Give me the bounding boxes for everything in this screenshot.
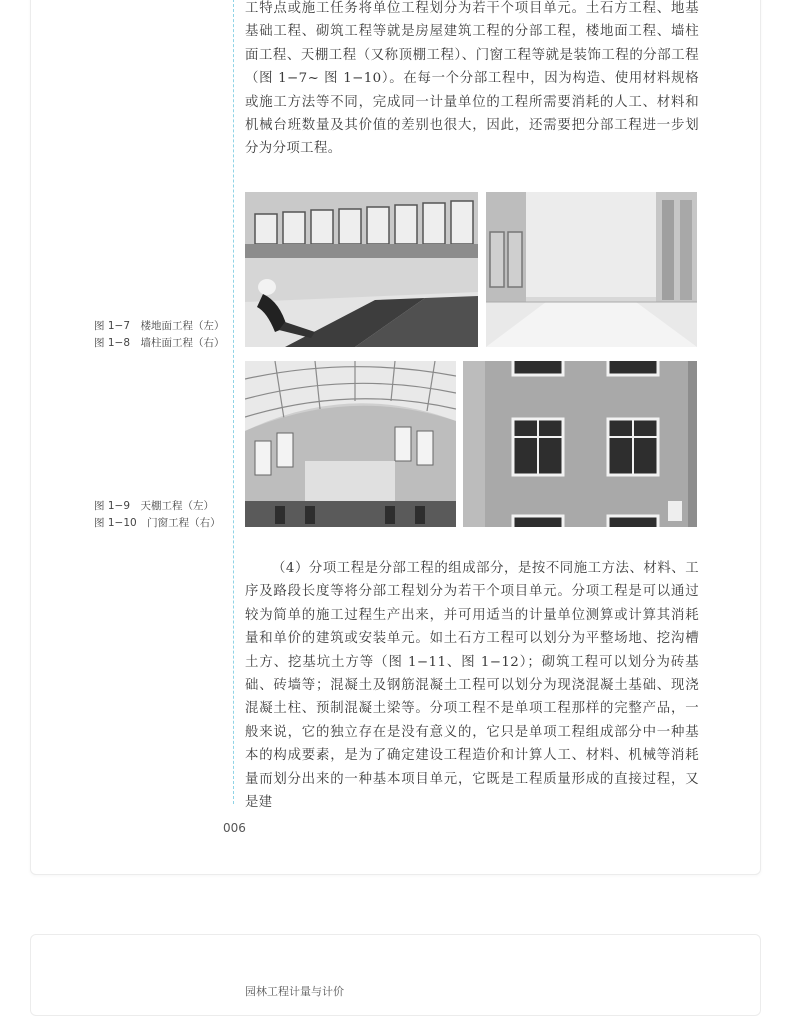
- caption-figures-1-7-1-8: [94, 318, 229, 352]
- photo-ceiling-work: [245, 361, 456, 527]
- caption-line: 图 1−10 门窗工程（右）: [94, 517, 221, 529]
- page-number: 006: [223, 821, 246, 835]
- running-header: 园林工程计量与计价: [245, 985, 344, 998]
- photo-door-window-work: [463, 361, 697, 527]
- book-page: [30, 0, 761, 875]
- caption-line: 图 1−8 墙柱面工程（右）: [94, 337, 225, 349]
- paragraph-top: 工特点或施工任务将单位工程划分为若干个项目单元。土石方工程、地基基础工程、砌筑工程等就是房屋建筑工程的分部工程，楼地面工程、墙柱面工程、天棚工程（又称顶棚工程）、门窗工程等就是装饰工程的分部工程（图 1−7~ 图 1−10）。在每一个分部工程中，因为构造、使用材料规格或施工方法等不同，完成同一计量单位的工程所需要消耗的人工、材料和机械台班数量及其价值的差别也很大，因此，还需要把分部工程进一步划分为分项工程。: [245, 1, 699, 157]
- paragraph-bottom: （4）分项工程是分部工程的组成部分，是按不同施工方法、材料、工序及路段长度等将分部工程划分为若干个项目单元。分项工程是可以通过较为简单的施工过程生产出来，并可用适当的计量单位测算或计算其消耗量和单价的建筑或安装单元。如土石方工程可以划分为平整场地、挖沟槽土方、挖基坑土方等（图 1−11、图 1−12）；砌筑工程可以划分为砖基础、砖墙等；混凝土及钢筋混凝土工程可以划分为现浇混凝土基础、现浇混凝土柱、预制混凝土梁等。分项工程不是单项工程那样的完整产品，一般来说，它的独立存在是没有意义的，它只是单项工程组成部分中一种基本的构成要素，是为了确定建设工程造价和计算人工、材料、机械等消耗量而划分出来的一种基本项目单元，它既是工程质量形成的直接过程，又是建: [245, 561, 699, 811]
- caption-line: 图 1−9 天棚工程（左）: [94, 500, 214, 512]
- caption-line: 图 1−7 楼地面工程（左）: [94, 320, 225, 332]
- photo-wall-column-work: [486, 192, 697, 347]
- next-page: [30, 934, 761, 1016]
- caption-figures-1-9-1-10: [94, 498, 229, 532]
- photo-floor-work: [245, 192, 478, 347]
- margin-divider: [233, 0, 234, 804]
